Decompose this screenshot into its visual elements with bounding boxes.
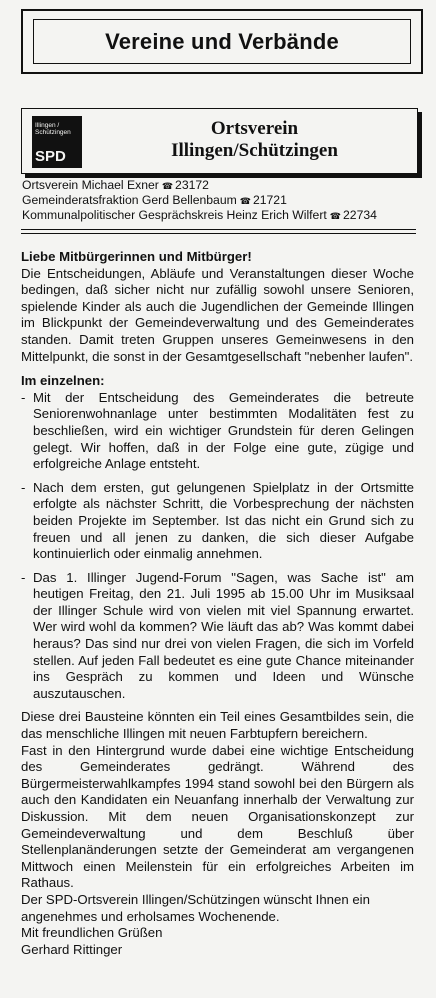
intro-paragraph: Die Entscheidungen, Abläufe und Veranstaltungen dieser Woche bedingen, daß sicher nicht nur zufällig sowohl unsere Senioren, spielende Kinder als auch die Jugendlichen der Gemeinde Illingen im Blickpunkt der Gemeindeverwaltung und des Gemeinderates standen. Damit treten Gruppen unseres Gemeinwesens in den Mittelpunkt, die sonst in der Gesamtgesellschaft "nebenher laufen". [21, 265, 414, 364]
org-title [92, 118, 417, 162]
contact-list [22, 178, 422, 223]
paragraph-bausteine: Diese drei Bausteine könnten ein Teil eines Gesamtbildes sein, die das menschliche Illingen mit neuen Farbtupfern bereichern. [21, 709, 414, 742]
org-banner [21, 108, 418, 174]
list-item: - Das 1. Illinger Jugend-Forum "Sagen, was Sache ist" am heutigen Freitag, den 21. Juli 1995 ab 15.00 Uhr im Musiksaal der Illinger Schule wird von vielen mit viel Spannung erwartet. Wer wird wohl da kommen? Wie läuft das ab? Was kommt dabei heraus? Das sind nur drei von vielen Fragen, die sich im Vorfeld stellen. Auf jeden Fall bedeutet es eine gute Chance miteinander ins Gespräch zu kommen und Ideen und Wünsche auszutauschen. [21, 569, 414, 701]
telephone-icon: ☎ [239, 196, 251, 206]
telephone-icon: ☎ [161, 181, 174, 191]
contact-line: Ortsverein Michael Exner ☎ 23172 [22, 178, 209, 192]
section-header-box [21, 9, 423, 74]
contact-line: Kommunalpolitischer Gesprächskreis Heinz Erich Wilfert ☎ 22734 [22, 208, 377, 222]
item-list [21, 390, 414, 703]
greeting: Liebe Mitbürgerinnen und Mitbürger! [21, 249, 252, 264]
list-item: - Mit der Entscheidung des Gemeinderates die betreute Seniorenwohnanlage unter bestimmten Modalitäten fest zu beschließen, wird ein wichtiger Grundstein für deren Gelingen gelegt. Wir hoffen, daß in der Folge eine gute, zügige und erfolgreiche Anlage entsteht. [21, 389, 414, 472]
signature: Gerhard Rittinger [21, 941, 123, 957]
section-header-inner-frame [33, 19, 411, 64]
paragraph-hintergrund: Fast in den Hintergrund wurde dabei eine wichtige Entscheidung des Gemeinderates gedrängt. Während des Bürgermeisterwahlkampfes 1994 stand sowohl bei den Bürgern als auch den Kandidaten ein Neuanfang innerhalb der Verwaltung zur Diskussion. Mit dem neuen Organisationskonzept zur Gemeindeverwaltung und dem Beschluß über Stellenplanänderungen setzte der Gemeinderat am vergangenen Mittwoch einen Meilenstein für ein erfolgreiches Arbeiten im Rathaus. [21, 742, 414, 891]
divider [21, 233, 416, 234]
paragraph-wish: Der SPD-Ortsverein Illingen/Schützingen wünscht Ihnen ein angenehmes und erholsames Wochenende. [21, 891, 370, 924]
article-body [21, 249, 414, 958]
telephone-icon: ☎ [329, 211, 342, 221]
contact-line: Gemeinderatsfraktion Gerd Bellenbaum ☎ 21721 [22, 193, 287, 207]
divider [21, 229, 416, 230]
org-title-line1: Ortsverein [210, 118, 299, 139]
spd-logo-location: Illingen / Schützingen [35, 122, 71, 136]
section-heading: Im einzelnen: [21, 373, 105, 389]
list-item: - Nach dem ersten, gut gelungenen Spielplatz in der Ortsmitte erfolgte als nächster Schritt, die Vorbesprechung der nächsten beiden Projekte im September. Ist das nicht ein Grund sich zu freuen und all jenen zu danken, die sich dieser Aufgabe kontinuierlich oder einmalig annehmen. [21, 479, 414, 562]
closing-greeting: Mit freundlichen Grüßen [21, 925, 163, 941]
org-title-line2: Illingen/Schützingen [171, 140, 338, 161]
spd-logo-wordmark: SPD [35, 148, 66, 165]
spd-logo [32, 116, 82, 168]
section-title: Vereine und Verbände [105, 28, 339, 54]
